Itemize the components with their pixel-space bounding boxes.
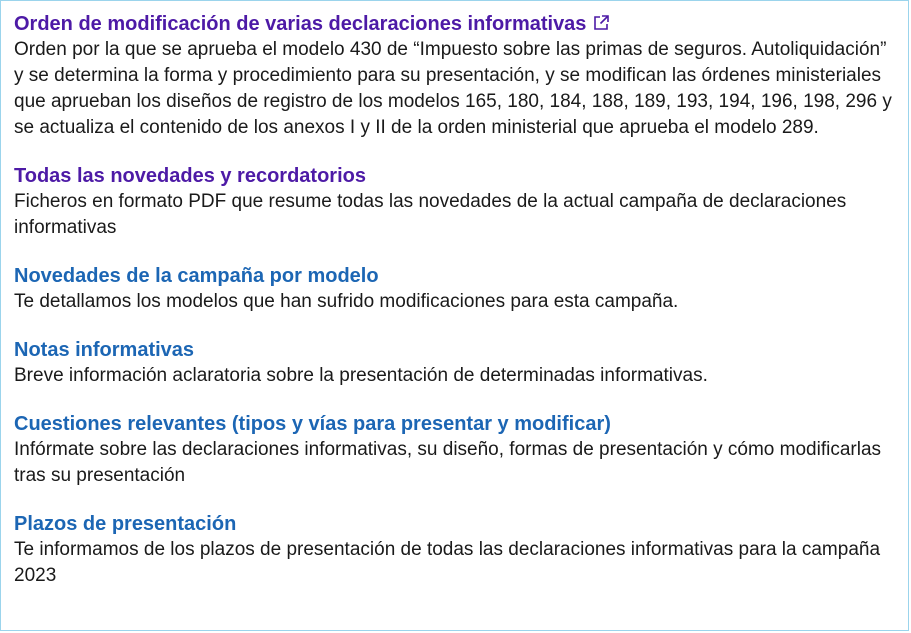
item-description: Te informamos de los plazos de presentación de todas las declaraciones informativas para la campaña 2023 bbox=[14, 539, 881, 586]
list-item bbox=[14, 411, 894, 489]
item-description: Te detallamos los modelos que han sufrido modificaciones para esta campaña. bbox=[14, 291, 679, 312]
list-item bbox=[14, 263, 894, 315]
link-list bbox=[14, 11, 894, 589]
list-item bbox=[14, 511, 894, 589]
item-description: Ficheros en formato PDF que resume todas las novedades de la actual campaña de declaraciones informativas bbox=[14, 191, 847, 238]
list-item bbox=[14, 163, 894, 241]
list-item bbox=[14, 11, 894, 141]
external-link-icon bbox=[592, 14, 610, 32]
link-plazos-presentacion[interactable]: Plazos de presentación bbox=[14, 513, 237, 535]
link-orden-modificacion[interactable] bbox=[14, 11, 610, 37]
item-description: Infórmate sobre las declaraciones informativas, su diseño, formas de presentación y cómo modificarlas tras su presentación bbox=[14, 439, 882, 486]
list-item bbox=[14, 337, 894, 389]
item-title: Orden de modificación de varias declaraciones informativas bbox=[14, 13, 587, 35]
link-novedades-por-modelo[interactable]: Novedades de la campaña por modelo bbox=[14, 265, 379, 287]
item-description: Breve información aclaratoria sobre la presentación de determinadas informativas. bbox=[14, 365, 708, 386]
item-description: Orden por la que se aprueba el modelo 430 de “Impuesto sobre las primas de seguros. Autoliquidación” y se determina la forma y procedimiento para su presentación, y se modifican las órdenes ministeriales que aprueban los diseños de registro de los modelos 165, 180, 184, 188, 189, 193, 194, 196, 198, 296 y se actualiza el contenido de los anexos I y II de la orden ministerial que aprueba el modelo 289. bbox=[14, 39, 892, 138]
link-cuestiones-relevantes[interactable]: Cuestiones relevantes (tipos y vías para presentar y modificar) bbox=[14, 413, 611, 435]
link-notas-informativas[interactable]: Notas informativas bbox=[14, 339, 195, 361]
link-novedades-recordatorios[interactable]: Todas las novedades y recordatorios bbox=[14, 165, 366, 187]
